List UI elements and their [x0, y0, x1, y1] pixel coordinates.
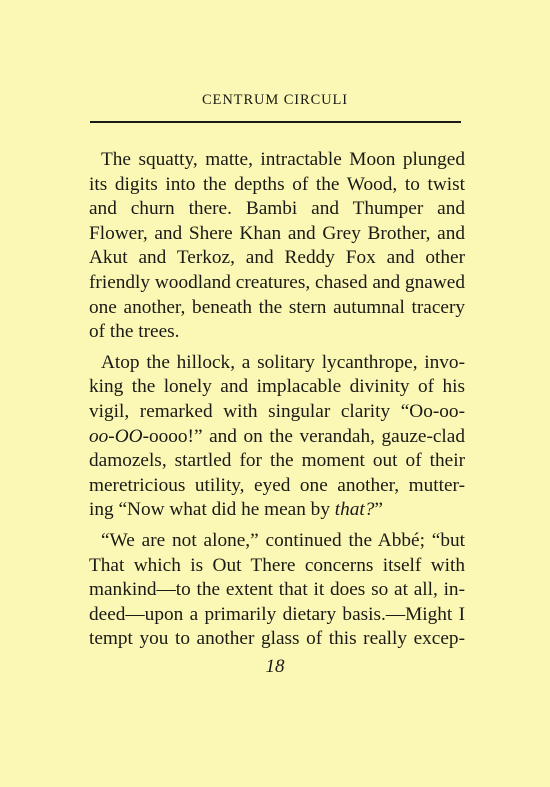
text-line [89, 425, 465, 450]
text-line: mankind—to the extent that it does so at all, in- [89, 579, 465, 601]
text-line: That which is Out There concerns itself with [89, 554, 465, 576]
text-line: The squatty, matte, intractable Moon plunged [101, 149, 465, 170]
header-rule [90, 121, 461, 123]
italic-text: that? [334, 499, 375, 521]
text-line: and churn there. Bambi and Thumper and [89, 198, 465, 220]
text-line: deed—upon a primarily dietary basis.—Might I [89, 603, 465, 625]
page-number: 18 [265, 656, 285, 677]
text-span: ” [374, 499, 383, 521]
text-line: “We are not alone,” continued the Abbé; “but [101, 529, 465, 551]
text-line: Flower, and Shere Khan and Grey Brother, and [89, 222, 465, 244]
text-line: damozels, startled for the moment out of their [89, 450, 465, 472]
text-line: Atop the hillock, a solitary lycanthrope, invo- [101, 351, 465, 373]
text-line: one another, beneath the stern autumnal tracery [89, 296, 465, 318]
text-line: tempt you to another glass of this really excep- [89, 628, 465, 650]
text-line [89, 498, 465, 523]
text-span: -oooo!” and on the verandah, gauze-clad [142, 425, 465, 447]
italic-text: oo-OO [89, 425, 143, 447]
text-span: ing “Now what did he mean by [89, 499, 335, 521]
text-line: king the lonely and implacable divinity of his [89, 376, 465, 398]
text-line: vigil, remarked with singular clarity “Oo-oo- [89, 400, 465, 422]
body-text [89, 148, 465, 658]
text-line: of the trees. [89, 321, 180, 343]
running-head: CENTRUM CIRCULI [201, 92, 349, 108]
paragraph [89, 529, 465, 652]
text-line: meretricious utility, eyed one another, mutter- [89, 474, 465, 496]
paragraph [89, 351, 465, 523]
text-line: friendly woodland creatures, chased and gnawed [89, 271, 465, 293]
text-line: Akut and Terkoz, and Reddy Fox and other [89, 247, 465, 269]
text-line: its digits into the depths of the Wood, to twist [89, 173, 465, 195]
paragraph [89, 148, 465, 345]
